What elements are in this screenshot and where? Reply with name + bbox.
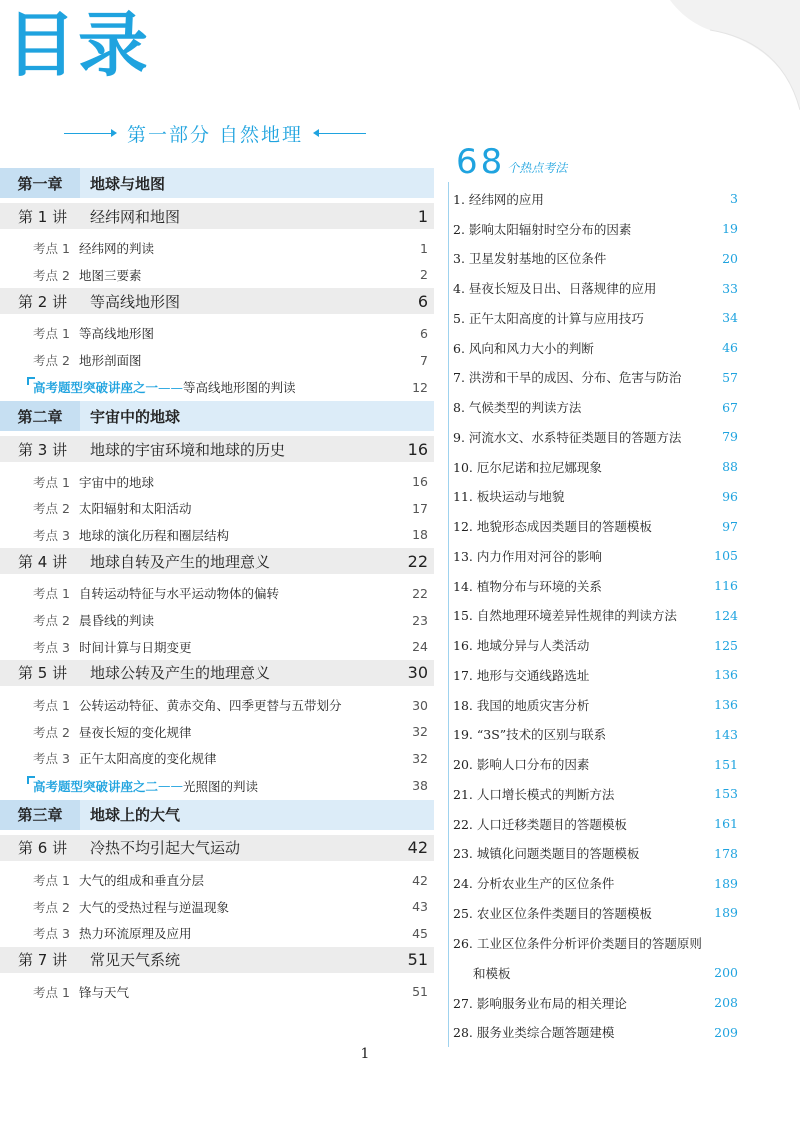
lecture-row[interactable]	[0, 660, 434, 686]
lecture-page: 30	[407, 663, 428, 683]
hot-topic-page: 153	[714, 786, 738, 802]
dash-separator: ——	[158, 778, 184, 794]
exam-point-title: 太阳辐射和太阳活动	[79, 501, 192, 517]
hot-topic-item[interactable]	[449, 244, 738, 274]
chapter-row[interactable]	[0, 800, 434, 830]
hot-topic-page: 178	[714, 845, 738, 861]
hot-topic-title: 27. 影响服务业布局的相关理论	[453, 995, 627, 1011]
lecture-number: 第 5 讲	[18, 664, 68, 683]
chapter-row[interactable]	[0, 401, 434, 431]
exam-point-page: 23	[412, 612, 428, 628]
hot-topic-item[interactable]	[449, 1018, 738, 1048]
lecture-page: 16	[407, 439, 428, 459]
hot-topic-title: 7. 洪涝和干旱的成因、分布、危害与防治	[453, 370, 682, 386]
lecture-number: 第 4 讲	[18, 552, 68, 571]
hot-topic-page: 33	[722, 280, 738, 296]
lecture-number: 第 6 讲	[18, 839, 68, 858]
hot-topic-page: 200	[714, 965, 738, 981]
hot-topic-item[interactable]	[449, 749, 738, 779]
special-lecture-title: 等高线地形图的判读	[183, 380, 296, 396]
hot-topic-page: 143	[714, 726, 738, 742]
hot-topic-page: 96	[722, 488, 738, 504]
exam-point-page: 2	[420, 267, 428, 283]
exam-point-page: 1	[420, 240, 428, 256]
special-lecture-row[interactable]	[0, 373, 434, 401]
hot-topic-page: 208	[714, 995, 738, 1011]
exam-point-number: 考点 1	[33, 873, 70, 889]
exam-point-number: 考点 3	[33, 751, 70, 767]
exam-point-title: 自转运动特征与水平运动物体的偏转	[79, 586, 280, 602]
exam-point-title: 地球的演化历程和圈层结构	[79, 527, 230, 543]
exam-point-title: 时间计算与日期变更	[79, 639, 192, 655]
hot-topic-page: 125	[714, 637, 738, 653]
exam-point-row[interactable]	[0, 979, 434, 1006]
hot-topic-title: 12. 地貌形态成因类题目的答题模板	[453, 519, 652, 535]
lecture-page: 6	[417, 291, 428, 311]
exam-point-title: 等高线地形图	[79, 326, 155, 342]
exam-point-page: 45	[412, 925, 428, 941]
lecture-title: 常见天气系统	[90, 951, 181, 969]
hot-topic-page: 124	[714, 607, 738, 623]
exam-point-page: 7	[420, 352, 428, 368]
exam-point-title: 大气的受热过程与逆温现象	[79, 899, 230, 915]
exam-point-number: 考点 3	[33, 639, 70, 655]
hot-topic-item[interactable]	[449, 630, 738, 660]
hot-topic-page: 79	[722, 429, 738, 445]
hot-topic-page: 209	[714, 1024, 738, 1040]
hot-topic-title: 2. 影响太阳辐射时空分布的因素	[453, 221, 632, 237]
lecture-row[interactable]	[0, 835, 434, 861]
exam-point-row[interactable]	[0, 893, 434, 920]
hot-topic-item[interactable]	[449, 303, 738, 333]
exam-point-title: 正午太阳高度的变化规律	[79, 751, 217, 767]
hot-topic-page: 67	[722, 399, 738, 415]
hot-topic-page: 46	[722, 340, 738, 356]
exam-point-number: 考点 3	[33, 926, 70, 942]
hot-topic-title: 11. 板块运动与地貌	[453, 489, 565, 505]
special-lecture-row[interactable]	[0, 772, 434, 800]
exam-point-page: 42	[412, 872, 428, 888]
dash-separator: ——	[158, 379, 184, 395]
lecture-title: 地球的宇宙环境和地球的历史	[90, 440, 286, 459]
exam-point-row[interactable]	[0, 262, 434, 289]
hot-topic-item[interactable]	[449, 660, 738, 690]
exam-point-page: 32	[412, 750, 428, 766]
lecture-row[interactable]	[0, 548, 434, 574]
hot-topic-title: 25. 农业区位条件类题目的答题模板	[453, 905, 652, 921]
chapter-title: 地球上的大气	[90, 806, 181, 825]
hot-topic-item[interactable]	[449, 392, 738, 422]
exam-point-title: 热力环流原理及应用	[79, 926, 192, 942]
hot-topic-item[interactable]	[449, 214, 738, 244]
hot-topic-title: 3. 卫星发射基地的区位条件	[453, 251, 607, 267]
chapter-number: 第一章	[0, 168, 80, 198]
hot-topics-subtitle: 个热点考法	[507, 161, 568, 175]
hot-topic-page: 189	[714, 875, 738, 891]
exam-point-title: 大气的组成和垂直分层	[79, 873, 205, 889]
exam-point-number: 考点 1	[33, 984, 70, 1000]
exam-point-row[interactable]	[0, 495, 434, 522]
hot-topic-page: 116	[714, 578, 738, 594]
right-arrow-line	[317, 133, 366, 134]
hot-topic-title: 24. 分析农业生产的区位条件	[453, 876, 615, 892]
hot-topic-title: 22. 人口迁移类题目的答题模板	[453, 816, 627, 832]
corner-mark-icon	[27, 776, 35, 784]
page-curl-decoration	[670, 0, 800, 110]
exam-point-page: 43	[412, 899, 428, 915]
exam-point-number: 考点 2	[33, 899, 70, 915]
hot-topic-item[interactable]	[449, 363, 738, 393]
hot-topic-item[interactable]	[449, 839, 738, 869]
exam-point-page: 18	[412, 527, 428, 543]
hot-topic-item[interactable]	[449, 690, 738, 720]
page-title: 目录	[6, 4, 150, 86]
lecture-title: 等高线地形图	[90, 292, 181, 311]
exam-point-row[interactable]	[0, 235, 434, 262]
lecture-page: 42	[407, 838, 428, 858]
hot-topic-title: 18. 我国的地质灾害分析	[453, 697, 590, 713]
hot-topic-title: 6. 风向和风力大小的判断	[453, 340, 594, 356]
exam-point-number: 考点 1	[33, 474, 70, 490]
hot-topic-item[interactable]	[449, 184, 738, 214]
exam-point-page: 30	[412, 697, 428, 713]
hot-topic-title: 4. 昼夜长短及日出、日落规律的应用	[453, 281, 657, 297]
hot-topic-page: 161	[714, 816, 738, 832]
hot-topic-title: 28. 服务业类综合题答题建模	[453, 1025, 615, 1041]
hot-topic-page: 151	[714, 756, 738, 772]
special-lecture-page: 12	[412, 379, 428, 395]
lecture-number: 第 7 讲	[18, 951, 68, 969]
hot-topic-title: 5. 正午太阳高度的计算与应用技巧	[453, 310, 644, 326]
exam-point-row[interactable]	[0, 580, 434, 607]
chapter-row[interactable]	[0, 168, 434, 198]
exam-point-row[interactable]	[0, 468, 434, 495]
hot-topic-item[interactable]	[449, 422, 738, 452]
hot-topic-item[interactable]	[449, 809, 738, 839]
special-lecture-title: 光照图的判读	[183, 778, 259, 794]
hot-topic-title: 16. 地域分异与人类活动	[453, 638, 590, 654]
exam-point-title: 锋与天气	[79, 984, 130, 1000]
hot-topic-title: 21. 人口增长模式的判断方法	[453, 786, 615, 802]
hot-topic-title: 13. 内力作用对河谷的影响	[453, 548, 602, 564]
hot-topic-item[interactable]	[449, 511, 738, 541]
hot-topic-title: 17. 地形与交通线路选址	[453, 667, 590, 683]
hot-topics-title	[448, 140, 738, 182]
exam-point-title: 公转运动特征、黄赤交角、四季更替与五带划分	[79, 698, 342, 714]
hot-topic-page: 97	[722, 518, 738, 534]
special-lecture-label: 高考题型突破讲座之一	[33, 380, 159, 396]
hot-topic-title: 20. 影响人口分布的因素	[453, 757, 590, 773]
hot-topic-item[interactable]	[449, 868, 738, 898]
chapter-title: 地球与地图	[90, 174, 166, 193]
hot-topic-title: 9. 河流水文、水系特征类题目的答题方法	[453, 429, 682, 445]
exam-point-row[interactable]	[0, 867, 434, 894]
exam-point-number: 考点 1	[33, 586, 70, 602]
chapter-number: 第三章	[0, 800, 80, 830]
hot-topic-page: 189	[714, 905, 738, 921]
hot-topic-title: 14. 植物分布与环境的关系	[453, 578, 602, 594]
part-header	[60, 118, 370, 148]
hot-topic-item[interactable]	[449, 988, 738, 1018]
hot-topic-page: 3	[730, 191, 738, 207]
exam-point-row[interactable]	[0, 719, 434, 746]
hot-topic-page: 34	[722, 310, 738, 326]
exam-point-row[interactable]	[0, 745, 434, 772]
special-lecture-page: 38	[412, 778, 428, 794]
exam-point-title: 地形剖面图	[79, 353, 142, 369]
hot-topic-title: 15. 自然地理环境差异性规律的判读方法	[453, 608, 677, 624]
lecture-row[interactable]	[0, 947, 434, 973]
hot-topic-item[interactable]	[449, 333, 738, 363]
hot-topic-item[interactable]	[449, 898, 738, 928]
exam-point-title: 晨昏线的判读	[79, 613, 155, 629]
hot-topic-item[interactable]	[449, 452, 738, 482]
exam-point-number: 考点 1	[33, 326, 70, 342]
table-of-contents	[0, 168, 434, 1005]
lecture-page: 1	[417, 206, 428, 226]
left-arrow-line	[64, 133, 113, 134]
hot-topic-page: 136	[714, 667, 738, 683]
hot-topic-item[interactable]	[449, 571, 738, 601]
hot-topic-item[interactable]	[449, 541, 738, 571]
exam-point-title: 昼夜长短的变化规律	[79, 724, 192, 740]
lecture-row[interactable]	[0, 288, 434, 314]
hot-topic-page: 88	[722, 459, 738, 475]
lecture-title: 地球自转及产生的地理意义	[90, 552, 271, 571]
exam-point-page: 32	[412, 724, 428, 740]
exam-point-page: 22	[412, 585, 428, 601]
exam-point-number: 考点 2	[33, 501, 70, 517]
exam-point-page: 16	[412, 474, 428, 490]
exam-point-row[interactable]	[0, 920, 434, 947]
lecture-page: 51	[407, 950, 428, 969]
lecture-title: 冷热不均引起大气运动	[90, 839, 241, 858]
exam-point-row[interactable]	[0, 633, 434, 660]
lecture-row[interactable]	[0, 203, 434, 229]
lecture-title: 经纬网和地图	[90, 207, 181, 226]
hot-topic-item[interactable]	[449, 720, 738, 750]
lecture-title: 地球公转及产生的地理意义	[90, 664, 271, 683]
corner-mark-icon	[27, 377, 35, 385]
hot-topics-list	[448, 182, 738, 1047]
exam-point-row[interactable]	[0, 522, 434, 549]
hot-topic-page: 57	[722, 369, 738, 385]
exam-point-page: 6	[420, 325, 428, 341]
exam-point-page: 51	[412, 984, 428, 1000]
lecture-number: 第 3 讲	[18, 440, 68, 459]
exam-point-row[interactable]	[0, 607, 434, 634]
lecture-row[interactable]	[0, 436, 434, 462]
exam-point-row[interactable]	[0, 320, 434, 347]
part-title: 第一部分 自然地理	[126, 123, 304, 146]
exam-point-row[interactable]	[0, 692, 434, 719]
exam-point-title: 宇宙中的地球	[79, 474, 155, 490]
chapter-number: 第二章	[0, 401, 80, 431]
exam-point-number: 考点 3	[33, 527, 70, 543]
chapter-title: 宇宙中的地球	[90, 407, 181, 426]
lecture-number: 第 2 讲	[18, 292, 68, 311]
hot-topic-item[interactable]	[449, 928, 738, 988]
exam-point-title: 经纬网的判读	[79, 241, 155, 257]
hot-topic-page: 105	[714, 548, 738, 564]
exam-point-row[interactable]	[0, 347, 434, 374]
exam-point-number: 考点 2	[33, 613, 70, 629]
exam-point-title: 地图三要素	[79, 267, 142, 283]
lecture-page: 22	[407, 551, 428, 571]
hot-topics-panel	[448, 140, 738, 1047]
hot-topic-title: 1. 经纬网的应用	[453, 191, 544, 207]
hot-topic-title: 8. 气候类型的判读方法	[453, 400, 582, 416]
hot-topic-title: 19. “3S”技术的区别与联系	[453, 727, 607, 743]
exam-point-page: 24	[412, 639, 428, 655]
hot-topic-title: 23. 城镇化问题类题目的答题模板	[453, 846, 640, 862]
hot-topic-item[interactable]	[449, 601, 738, 631]
hot-topic-item[interactable]	[449, 273, 738, 303]
hot-topic-title-continued: 和模板	[473, 965, 511, 981]
exam-point-number: 考点 2	[33, 353, 70, 369]
hot-topic-page: 136	[714, 697, 738, 713]
page-number: 1	[360, 1046, 370, 1062]
hot-topic-title: 26. 工业区位条件分析评价类题目的答题原则	[453, 935, 702, 951]
hot-topic-item[interactable]	[449, 779, 738, 809]
exam-point-number: 考点 2	[33, 724, 70, 740]
exam-point-page: 17	[412, 500, 428, 516]
lecture-number: 第 1 讲	[18, 207, 68, 226]
special-lecture-label: 高考题型突破讲座之二	[33, 778, 159, 794]
hot-topic-page: 20	[722, 250, 738, 266]
exam-point-number: 考点 1	[33, 698, 70, 714]
hot-topics-count: 68	[456, 142, 506, 182]
hot-topic-page: 19	[722, 221, 738, 237]
exam-point-number: 考点 2	[33, 267, 70, 283]
hot-topic-item[interactable]	[449, 482, 738, 512]
exam-point-number: 考点 1	[33, 241, 70, 257]
hot-topic-title: 10. 厄尔尼诺和拉尼娜现象	[453, 459, 602, 475]
